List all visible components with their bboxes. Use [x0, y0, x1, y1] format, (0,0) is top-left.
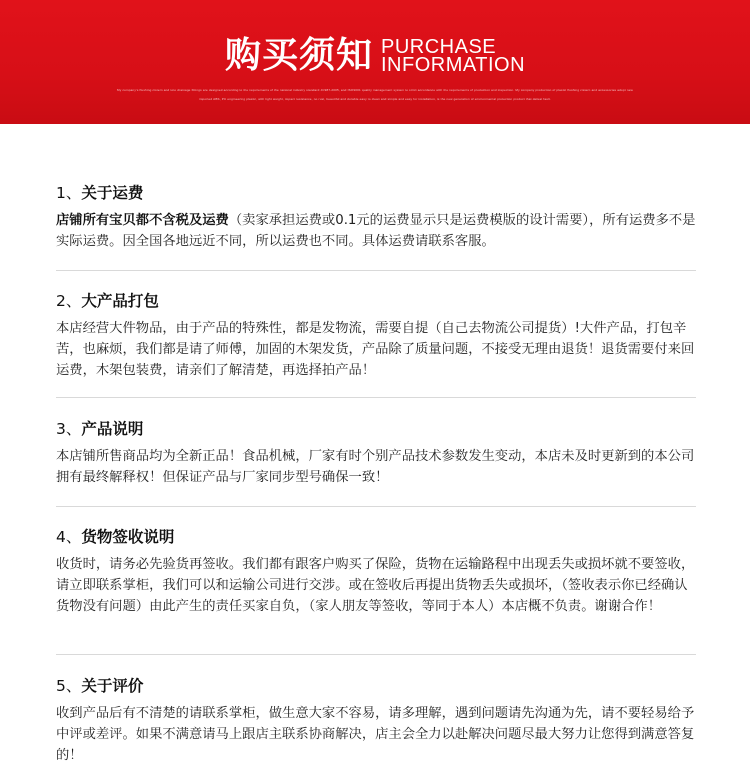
section-number: 1、	[56, 184, 82, 202]
divider	[56, 270, 696, 271]
divider	[56, 654, 696, 655]
section-reviews	[56, 676, 696, 766]
section-heading	[56, 419, 696, 439]
banner-title-en	[381, 38, 525, 74]
banner-fine-print: My company's flushing cistern and toto drainage fittings are designed according to the requirements of the national industry standard JC987-2005, and ISO9001 quality management system to strict accordance with the requirements of production and inspection. My company production of plastic flushing cistern and accessories adopt new imported ABS, PC engineering plastic, with light weight, impact resistance, no rust, beautiful and durable easy to clean and simple and easy for installation, is the new generation of environmental protection product that defeat fault.	[117, 88, 633, 101]
section-title: 大产品打包	[81, 292, 159, 310]
section-heading	[56, 291, 696, 311]
section-product-info	[56, 419, 696, 488]
section-bold-lead: 店铺所有宝贝都不含税及运费	[56, 213, 229, 228]
section-title: 货物签收说明	[81, 528, 175, 546]
section-body: 本店铺所售商品均为全新正品！食品机械，厂家有时个别产品技术参数发生变动，本店未及时更新到的本公司拥有最终解释权！但保证产品与厂家同步型号确保一致！	[56, 449, 695, 485]
section-number: 5、	[56, 677, 82, 695]
section-delivery-signing	[56, 527, 696, 617]
section-body: 收货时，请务必先验货再签收。我们都有跟客户购买了保险，货物在运输路程中出现丢失或损坏就不要签收，请立即联系掌柜，我们可以和运输公司进行交涉。或在签收后再提出货物丢失或损坏，（签收表示你已经确认货物没有问题）由此产生的责任买家自负，（家人朋友等签收，等同于本人）本店概不负责。谢谢合作！	[56, 557, 695, 614]
section-heading	[56, 183, 696, 203]
section-large-packaging	[56, 291, 696, 381]
header-banner	[0, 0, 750, 124]
section-body: 本店经营大件物品，由于产品的特殊性，都是发物流，需要自提（自己去物流公司提货）!大件产品，打包辛苦，也麻烦，我们都是请了师傅，加固的木架发货，产品除了质量问题，不接受无理由退货！退货需要付来回运费，木架包装费，请亲们了解清楚，再选择拍产品！	[56, 321, 695, 378]
banner-title-en-line2: INFORMATION	[381, 54, 526, 76]
section-heading	[56, 676, 696, 696]
section-body: 收到产品后有不清楚的请联系掌柜，做生意大家不容易，请多理解，遇到问题请先沟通为先，请不要轻易给予中评或差评。如果不满意请马上跟店主联系协商解决，店主会全力以赴解决问题尽最大努力让您得到满意答复的！	[56, 706, 695, 763]
banner-title	[0, 36, 750, 76]
banner-title-en-line1: PURCHASE	[381, 36, 497, 58]
section-title: 产品说明	[81, 420, 144, 438]
section-title: 关于运费	[81, 184, 144, 202]
section-title: 关于评价	[81, 677, 144, 695]
divider	[56, 506, 696, 507]
section-shipping	[56, 183, 696, 252]
divider	[56, 397, 696, 398]
banner-title-cn: 购买须知	[224, 35, 373, 76]
section-body	[56, 210, 696, 252]
section-number: 3、	[56, 420, 82, 438]
section-number: 2、	[56, 292, 82, 310]
section-heading	[56, 527, 696, 547]
section-text: （卖家承担运费或0.1元的运费显示只是运费模版的设计需要），所有运费多不是实际运费。因全国各地远近不同，所以运费也不同。具体运费请联系客服。	[56, 213, 696, 249]
section-number: 4、	[56, 528, 82, 546]
